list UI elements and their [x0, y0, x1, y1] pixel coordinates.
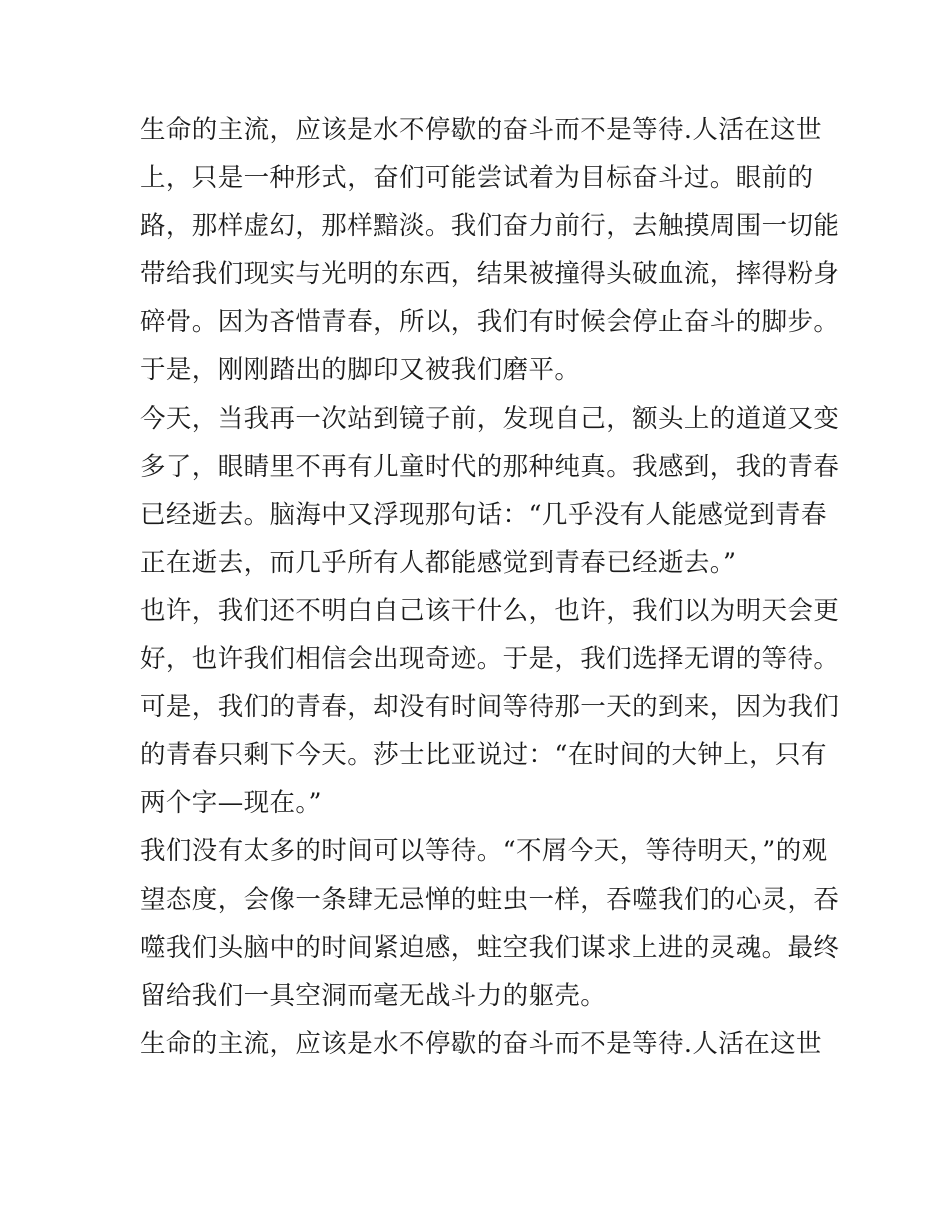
text-line: 生命的主流，应该是水不停歇的奋斗而不是等待.人活在这世	[140, 115, 822, 145]
text-line: 路，那样虚幻，那样黯淡。我们奋力前行，去触摸周围一切能	[140, 211, 840, 242]
text-line: 生命的主流，应该是水不停歇的奋斗而不是等待.人活在这世	[140, 1028, 822, 1059]
document-body	[140, 106, 840, 1068]
text-line: 噬我们头脑中的时间紧迫感，蛀空我们谋求上进的灵魂。最终	[140, 932, 840, 963]
text-line: 留给我们一具空洞而毫无战斗力的躯壳。	[140, 980, 607, 1011]
text-line: 可是，我们的青春，却没有时间等待那一天的到来，因为我们	[140, 692, 840, 723]
text-line: 已经逝去。脑海中又浮现那句话：“几乎没有人能感觉到青春	[140, 499, 827, 530]
text-line: 两个字—现在。”	[140, 788, 322, 819]
text-line: 碎骨。因为吝惜青春，所以，我们有时候会停止奋斗的脚步。	[140, 307, 840, 338]
text-line: 望态度，会像一条肆无忌惮的蛀虫一样，吞噬我们的心灵，吞	[140, 884, 840, 915]
text-line: 多了，眼睛里不再有儿童时代的那种纯真。我感到，我的青春	[140, 451, 840, 482]
text-line: 于是，刚刚踏出的脚印又被我们磨平。	[140, 355, 581, 386]
text-line: 上，只是一种形式，奋们可能尝试着为目标奋斗过。眼前的	[140, 163, 814, 194]
text-line: 也许，我们还不明白自己该干什么，也许，我们以为明天会更	[140, 595, 840, 626]
text-line: 带给我们现实与光明的东西，结果被撞得头破血流，摔得粉身	[140, 259, 840, 290]
text-line: 今天，当我再一次站到镜子前，发现自己，额头上的道道又变	[140, 403, 840, 434]
text-line: 好，也许我们相信会出现奇迹。于是，我们选择无谓的等待。	[140, 644, 840, 675]
text-line: 我们没有太多的时间可以等待。“不屑今天，等待明天，”的观	[140, 836, 828, 867]
text-line: 的青春只剩下今天。莎士比亚说过：“在时间的大钟上，只有	[140, 740, 827, 771]
text-line: 正在逝去，而几乎所有人都能感觉到青春已经逝去。”	[140, 547, 737, 578]
